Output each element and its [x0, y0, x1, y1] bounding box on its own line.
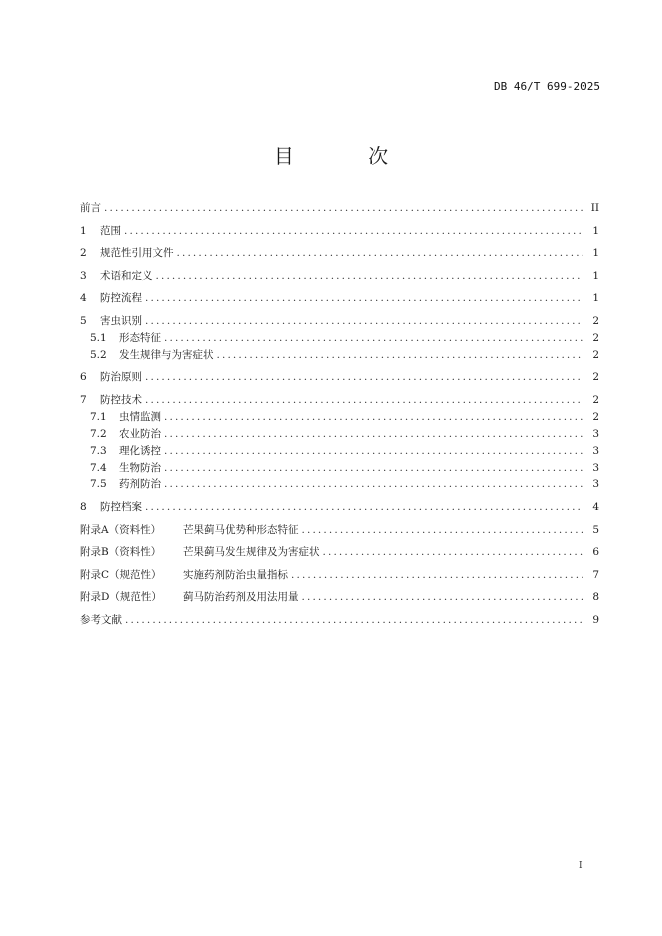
dot-leader [177, 246, 584, 260]
toc-entry-2[interactable] [80, 246, 599, 269]
table-of-contents [80, 201, 599, 636]
dot-leader [164, 331, 583, 345]
toc-entry-page: 3 [592, 478, 599, 491]
toc-entry-label: 理化诱控 [119, 444, 161, 457]
toc-entry-appendix-a[interactable] [80, 523, 599, 546]
toc-entry-7[interactable] [80, 393, 599, 410]
toc-entry-7-2[interactable] [80, 427, 599, 444]
toc-entry-1[interactable] [80, 224, 599, 247]
toc-entry-foreword[interactable] [80, 201, 599, 224]
toc-entry-label: 防控技术 [100, 393, 142, 406]
toc-entry-page: 1 [592, 224, 599, 237]
toc-entry-page: 3 [592, 461, 599, 474]
toc-entry-number: 8 [80, 500, 87, 513]
dot-leader [302, 590, 584, 604]
page-title: 目 次 [273, 144, 423, 168]
toc-entry-number: 7.3 [90, 444, 107, 457]
toc-entry-page: 1 [592, 292, 599, 305]
dot-leader [164, 427, 583, 441]
appendix-tag: 附录A（资料性） [80, 523, 162, 536]
toc-entry-page: 3 [592, 444, 599, 457]
toc-entry-label: 虫情监测 [119, 410, 161, 423]
toc-entry-page: 6 [592, 546, 599, 559]
appendix-tag: 附录D（规范性） [80, 591, 162, 604]
toc-entry-number: 7.4 [90, 461, 107, 474]
toc-entry-label: 芒果蓟马发生规律及为害症状 [183, 546, 320, 559]
toc-entry-label: 实施药剂防治虫量指标 [183, 568, 288, 581]
toc-entry-label: 生物防治 [119, 461, 161, 474]
dot-leader [302, 523, 584, 537]
dot-leader [145, 370, 583, 384]
toc-entry-number: 7 [80, 393, 87, 406]
toc-entry-number: 5.1 [90, 331, 107, 344]
toc-entry-page: 9 [592, 613, 599, 626]
dot-leader [164, 410, 583, 424]
toc-entry-page: 3 [592, 427, 599, 440]
dot-leader [104, 201, 583, 215]
toc-entry-label: 农业防治 [119, 427, 161, 440]
dot-leader [164, 477, 583, 491]
appendix-tag: 附录C（规范性） [80, 568, 162, 581]
toc-entry-page: 2 [592, 371, 599, 384]
toc-entry-5[interactable] [80, 314, 599, 331]
toc-entry-number: 2 [80, 247, 87, 260]
toc-entry-appendix-c[interactable] [80, 568, 599, 591]
toc-entry-page: 1 [592, 269, 599, 282]
toc-entry-page: 2 [592, 410, 599, 423]
toc-entry-page: 2 [592, 331, 599, 344]
toc-entry-references[interactable] [80, 613, 599, 636]
toc-entry-3[interactable] [80, 269, 599, 292]
toc-entry-label: 前言 [80, 202, 101, 214]
toc-entry-4[interactable] [80, 291, 599, 314]
toc-entry-5-2[interactable] [80, 348, 599, 371]
dot-leader [164, 461, 583, 475]
toc-entry-label: 药剂防治 [119, 478, 161, 491]
dot-leader [124, 224, 583, 238]
toc-entry-8[interactable] [80, 500, 599, 523]
toc-entry-page: II [590, 202, 599, 214]
appendix-tag: 附录B（资料性） [80, 546, 162, 559]
toc-entry-7-3[interactable] [80, 444, 599, 461]
toc-entry-label: 参考文献 [80, 613, 122, 626]
page-number: I [579, 861, 583, 871]
dot-leader [156, 269, 584, 283]
toc-entry-page: 2 [592, 393, 599, 406]
toc-entry-label: 防控档案 [100, 500, 142, 513]
toc-entry-page: 2 [592, 314, 599, 327]
toc-entry-number: 5.2 [90, 348, 107, 361]
toc-entry-label: 害虫识别 [100, 314, 142, 327]
toc-entry-number: 5 [80, 314, 87, 327]
toc-entry-label: 术语和定义 [100, 269, 153, 282]
toc-entry-number: 7.5 [90, 478, 107, 491]
toc-entry-5-1[interactable] [80, 331, 599, 348]
toc-entry-number: 7.2 [90, 427, 107, 440]
dot-leader [323, 545, 584, 559]
toc-entry-page: 7 [592, 568, 599, 581]
standard-code: DB 46/T 699-2025 [494, 80, 600, 93]
toc-entry-number: 7.1 [90, 410, 107, 423]
toc-entry-page: 5 [592, 523, 599, 536]
toc-entry-6[interactable] [80, 370, 599, 393]
dot-leader [145, 291, 583, 305]
toc-entry-label: 防控流程 [100, 292, 142, 305]
toc-entry-7-1[interactable] [80, 410, 599, 427]
dot-leader [291, 568, 583, 582]
toc-entry-appendix-b[interactable] [80, 545, 599, 568]
toc-entry-label: 发生规律与为害症状 [119, 348, 214, 361]
toc-entry-label: 规范性引用文件 [100, 247, 174, 260]
toc-entry-number: 1 [80, 224, 87, 237]
dot-leader [217, 348, 584, 362]
toc-entry-appendix-d[interactable] [80, 590, 599, 613]
toc-entry-page: 4 [592, 500, 599, 513]
toc-entry-number: 3 [80, 269, 87, 282]
toc-entry-7-5[interactable] [80, 477, 599, 500]
toc-entry-number: 4 [80, 292, 87, 305]
dot-leader [145, 500, 583, 514]
toc-entry-page: 8 [592, 591, 599, 604]
toc-entry-number: 6 [80, 371, 87, 384]
dot-leader [145, 393, 583, 407]
toc-entry-label: 芒果蓟马优势种形态特征 [183, 523, 299, 536]
toc-entry-7-4[interactable] [80, 461, 599, 478]
dot-leader [164, 444, 583, 458]
dot-leader [145, 314, 583, 328]
dot-leader [125, 613, 583, 627]
toc-entry-label: 蓟马防治药剂及用法用量 [183, 591, 299, 604]
toc-entry-label: 防治原则 [100, 371, 142, 384]
toc-entry-page: 1 [592, 247, 599, 260]
toc-entry-label: 形态特征 [119, 331, 161, 344]
toc-entry-label: 范围 [100, 224, 121, 237]
toc-entry-page: 2 [592, 348, 599, 361]
